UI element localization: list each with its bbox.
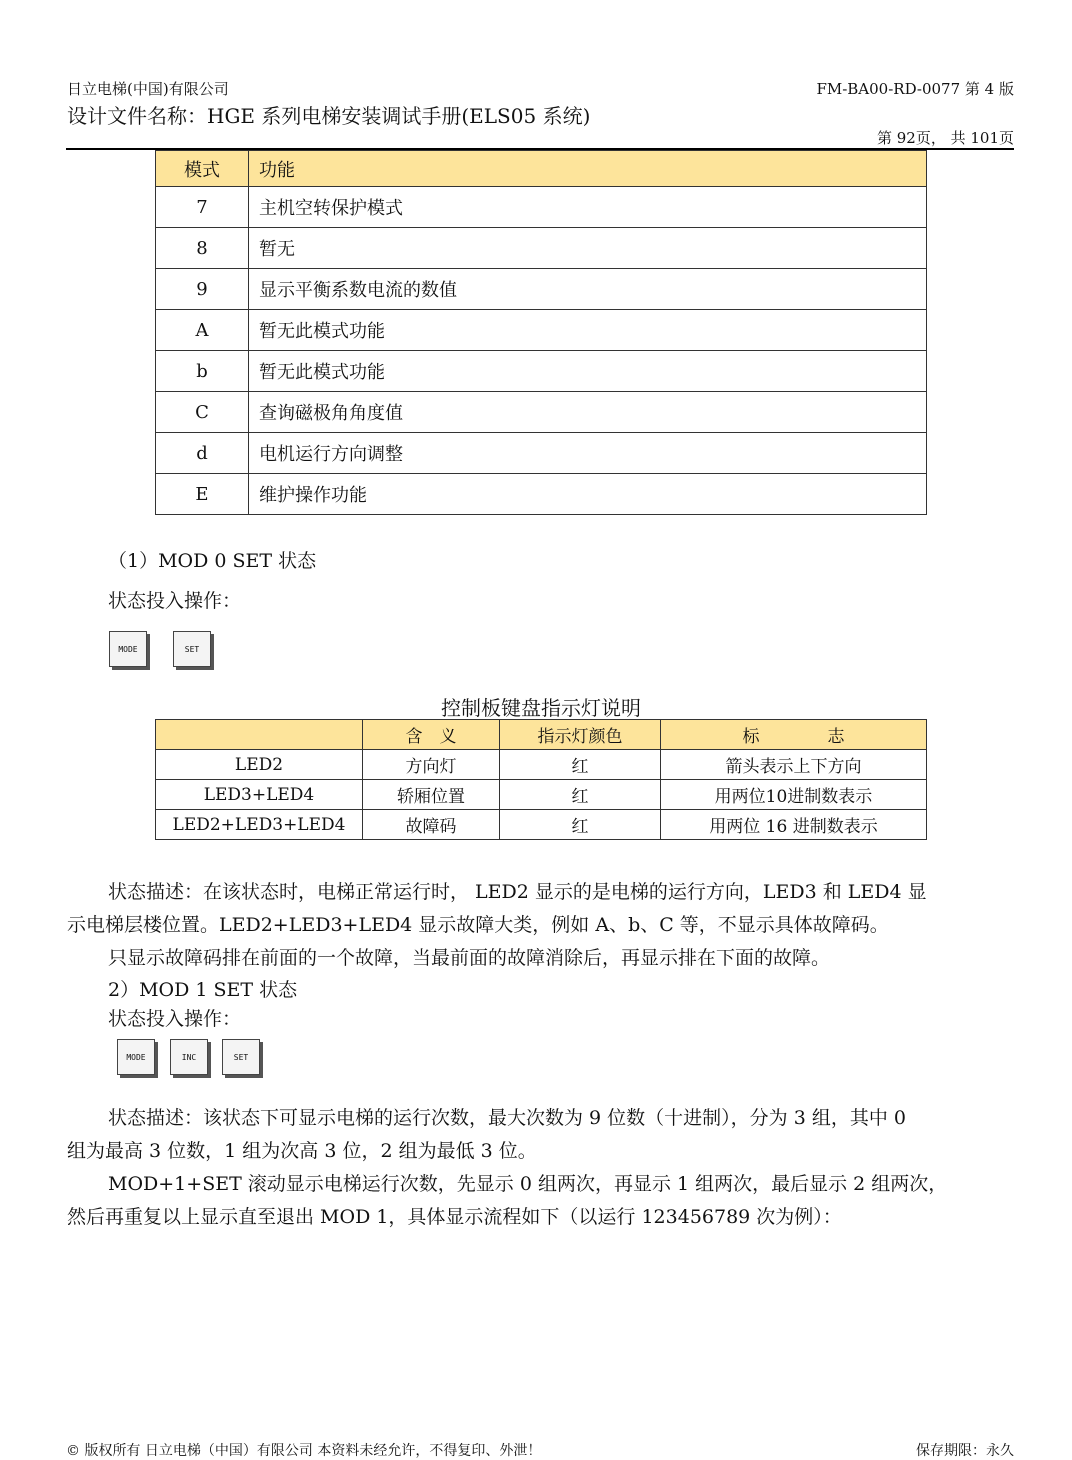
table-row bbox=[156, 780, 927, 810]
function-cell: 暂无 bbox=[249, 228, 927, 269]
table-header-row bbox=[156, 720, 927, 750]
mode-cell: 8 bbox=[156, 228, 249, 269]
header-mode: 模式 bbox=[156, 151, 249, 187]
mode-cell: d bbox=[156, 433, 249, 474]
color-cell: 红 bbox=[500, 750, 661, 780]
function-cell: 显示平衡系数电流的数值 bbox=[249, 269, 927, 310]
function-cell: 维护操作功能 bbox=[249, 474, 927, 515]
header-meaning: 含 义 bbox=[363, 720, 500, 750]
table-header-row bbox=[156, 151, 927, 187]
mode-key-icon: MODE bbox=[117, 1039, 155, 1075]
table-row bbox=[156, 392, 927, 433]
section2-op-label: 状态投入操作： bbox=[108, 1008, 242, 1030]
document-id: FM-BA00-RD-0077 第 4 版 bbox=[816, 80, 1014, 98]
header-function: 功能 bbox=[249, 151, 927, 187]
table-row bbox=[156, 433, 927, 474]
mode-cell: A bbox=[156, 310, 249, 351]
meaning-cell: 轿厢位置 bbox=[363, 780, 500, 810]
copyright-notice: © 版权所有 日立电梯（中国）有限公司 本资料未经允许，不得复印、外泄！ bbox=[66, 1443, 542, 1459]
company-name: 日立电梯(中国)有限公司 bbox=[67, 80, 229, 98]
function-cell: 暂无此模式功能 bbox=[249, 351, 927, 392]
desc1-line1: 状态描述：在该状态时，电梯正常运行时， LED2 显示的是电梯的运行方向，LED3 和 LED4 显 bbox=[108, 881, 927, 903]
meaning-cell: 故障码 bbox=[363, 810, 500, 840]
table-row bbox=[156, 187, 927, 228]
section2-heading: 2）MOD 1 SET 状态 bbox=[108, 979, 298, 1001]
led-table-caption: 控制板键盘指示灯说明 bbox=[441, 696, 641, 720]
led-cell: LED2 bbox=[156, 750, 363, 780]
function-cell: 主机空转保护模式 bbox=[249, 187, 927, 228]
desc1-line3: 只显示故障码排在前面的一个故障，当最前面的故障消除后，再显示排在下面的故障。 bbox=[108, 947, 831, 969]
desc2-line1: 状态描述：该状态下可显示电梯的运行次数，最大次数为 9 位数（十进制），分为 3 组，其中 0 bbox=[108, 1107, 906, 1129]
table-row bbox=[156, 228, 927, 269]
table-row bbox=[156, 351, 927, 392]
header-sign: 标 志 bbox=[661, 720, 927, 750]
mode-cell: E bbox=[156, 474, 249, 515]
sign-cell: 用两位 16 进制数表示 bbox=[661, 810, 927, 840]
section1-heading: （1）MOD 0 SET 状态 bbox=[108, 550, 317, 572]
led-table bbox=[155, 719, 927, 840]
table-row bbox=[156, 750, 927, 780]
mode-cell: b bbox=[156, 351, 249, 392]
header-blank bbox=[156, 720, 363, 750]
set-key-icon: SET bbox=[222, 1039, 260, 1075]
mode-key-icon: MODE bbox=[109, 631, 147, 667]
led-cell: LED3+LED4 bbox=[156, 780, 363, 810]
sign-cell: 箭头表示上下方向 bbox=[661, 750, 927, 780]
desc2-line3: MOD+1+SET 滚动显示电梯运行次数，先显示 0 组两次，再显示 1 组两次，最后显示 2 组两次， bbox=[108, 1173, 948, 1195]
function-cell: 查询磁极角角度值 bbox=[249, 392, 927, 433]
retention-period: 保存期限：永久 bbox=[916, 1443, 1014, 1459]
set-key-icon: SET bbox=[173, 631, 211, 667]
led-cell: LED2+LED3+LED4 bbox=[156, 810, 363, 840]
color-cell: 红 bbox=[500, 810, 661, 840]
table-row bbox=[156, 310, 927, 351]
sign-cell: 用两位10进制数表示 bbox=[661, 780, 927, 810]
page-number: 第 92页， 共 101页 bbox=[876, 129, 1014, 147]
function-cell: 暂无此模式功能 bbox=[249, 310, 927, 351]
section1-op-label: 状态投入操作： bbox=[108, 590, 242, 612]
table-row bbox=[156, 474, 927, 515]
inc-key-icon: INC bbox=[170, 1039, 208, 1075]
mode-cell: 9 bbox=[156, 269, 249, 310]
function-cell: 电机运行方向调整 bbox=[249, 433, 927, 474]
mode-cell: C bbox=[156, 392, 249, 433]
mode-table bbox=[155, 150, 927, 515]
desc2-line4: 然后再重复以上显示直至退出 MOD 1，具体显示流程如下（以运行 123456789 次为例）： bbox=[67, 1206, 842, 1228]
mode-cell: 7 bbox=[156, 187, 249, 228]
header-color: 指示灯颜色 bbox=[500, 720, 661, 750]
document-title: 设计文件名称：HGE 系列电梯安装调试手册(ELS05 系统) bbox=[67, 104, 591, 128]
desc2-line2: 组为最高 3 位数，1 组为次高 3 位，2 组为最低 3 位。 bbox=[67, 1140, 537, 1162]
table-row bbox=[156, 810, 927, 840]
desc1-line2: 示电梯层楼位置。LED2+LED3+LED4 显示故障大类，例如 A、b、C 等，不显示具体故障码。 bbox=[67, 914, 889, 936]
meaning-cell: 方向灯 bbox=[363, 750, 500, 780]
table-row bbox=[156, 269, 927, 310]
color-cell: 红 bbox=[500, 780, 661, 810]
